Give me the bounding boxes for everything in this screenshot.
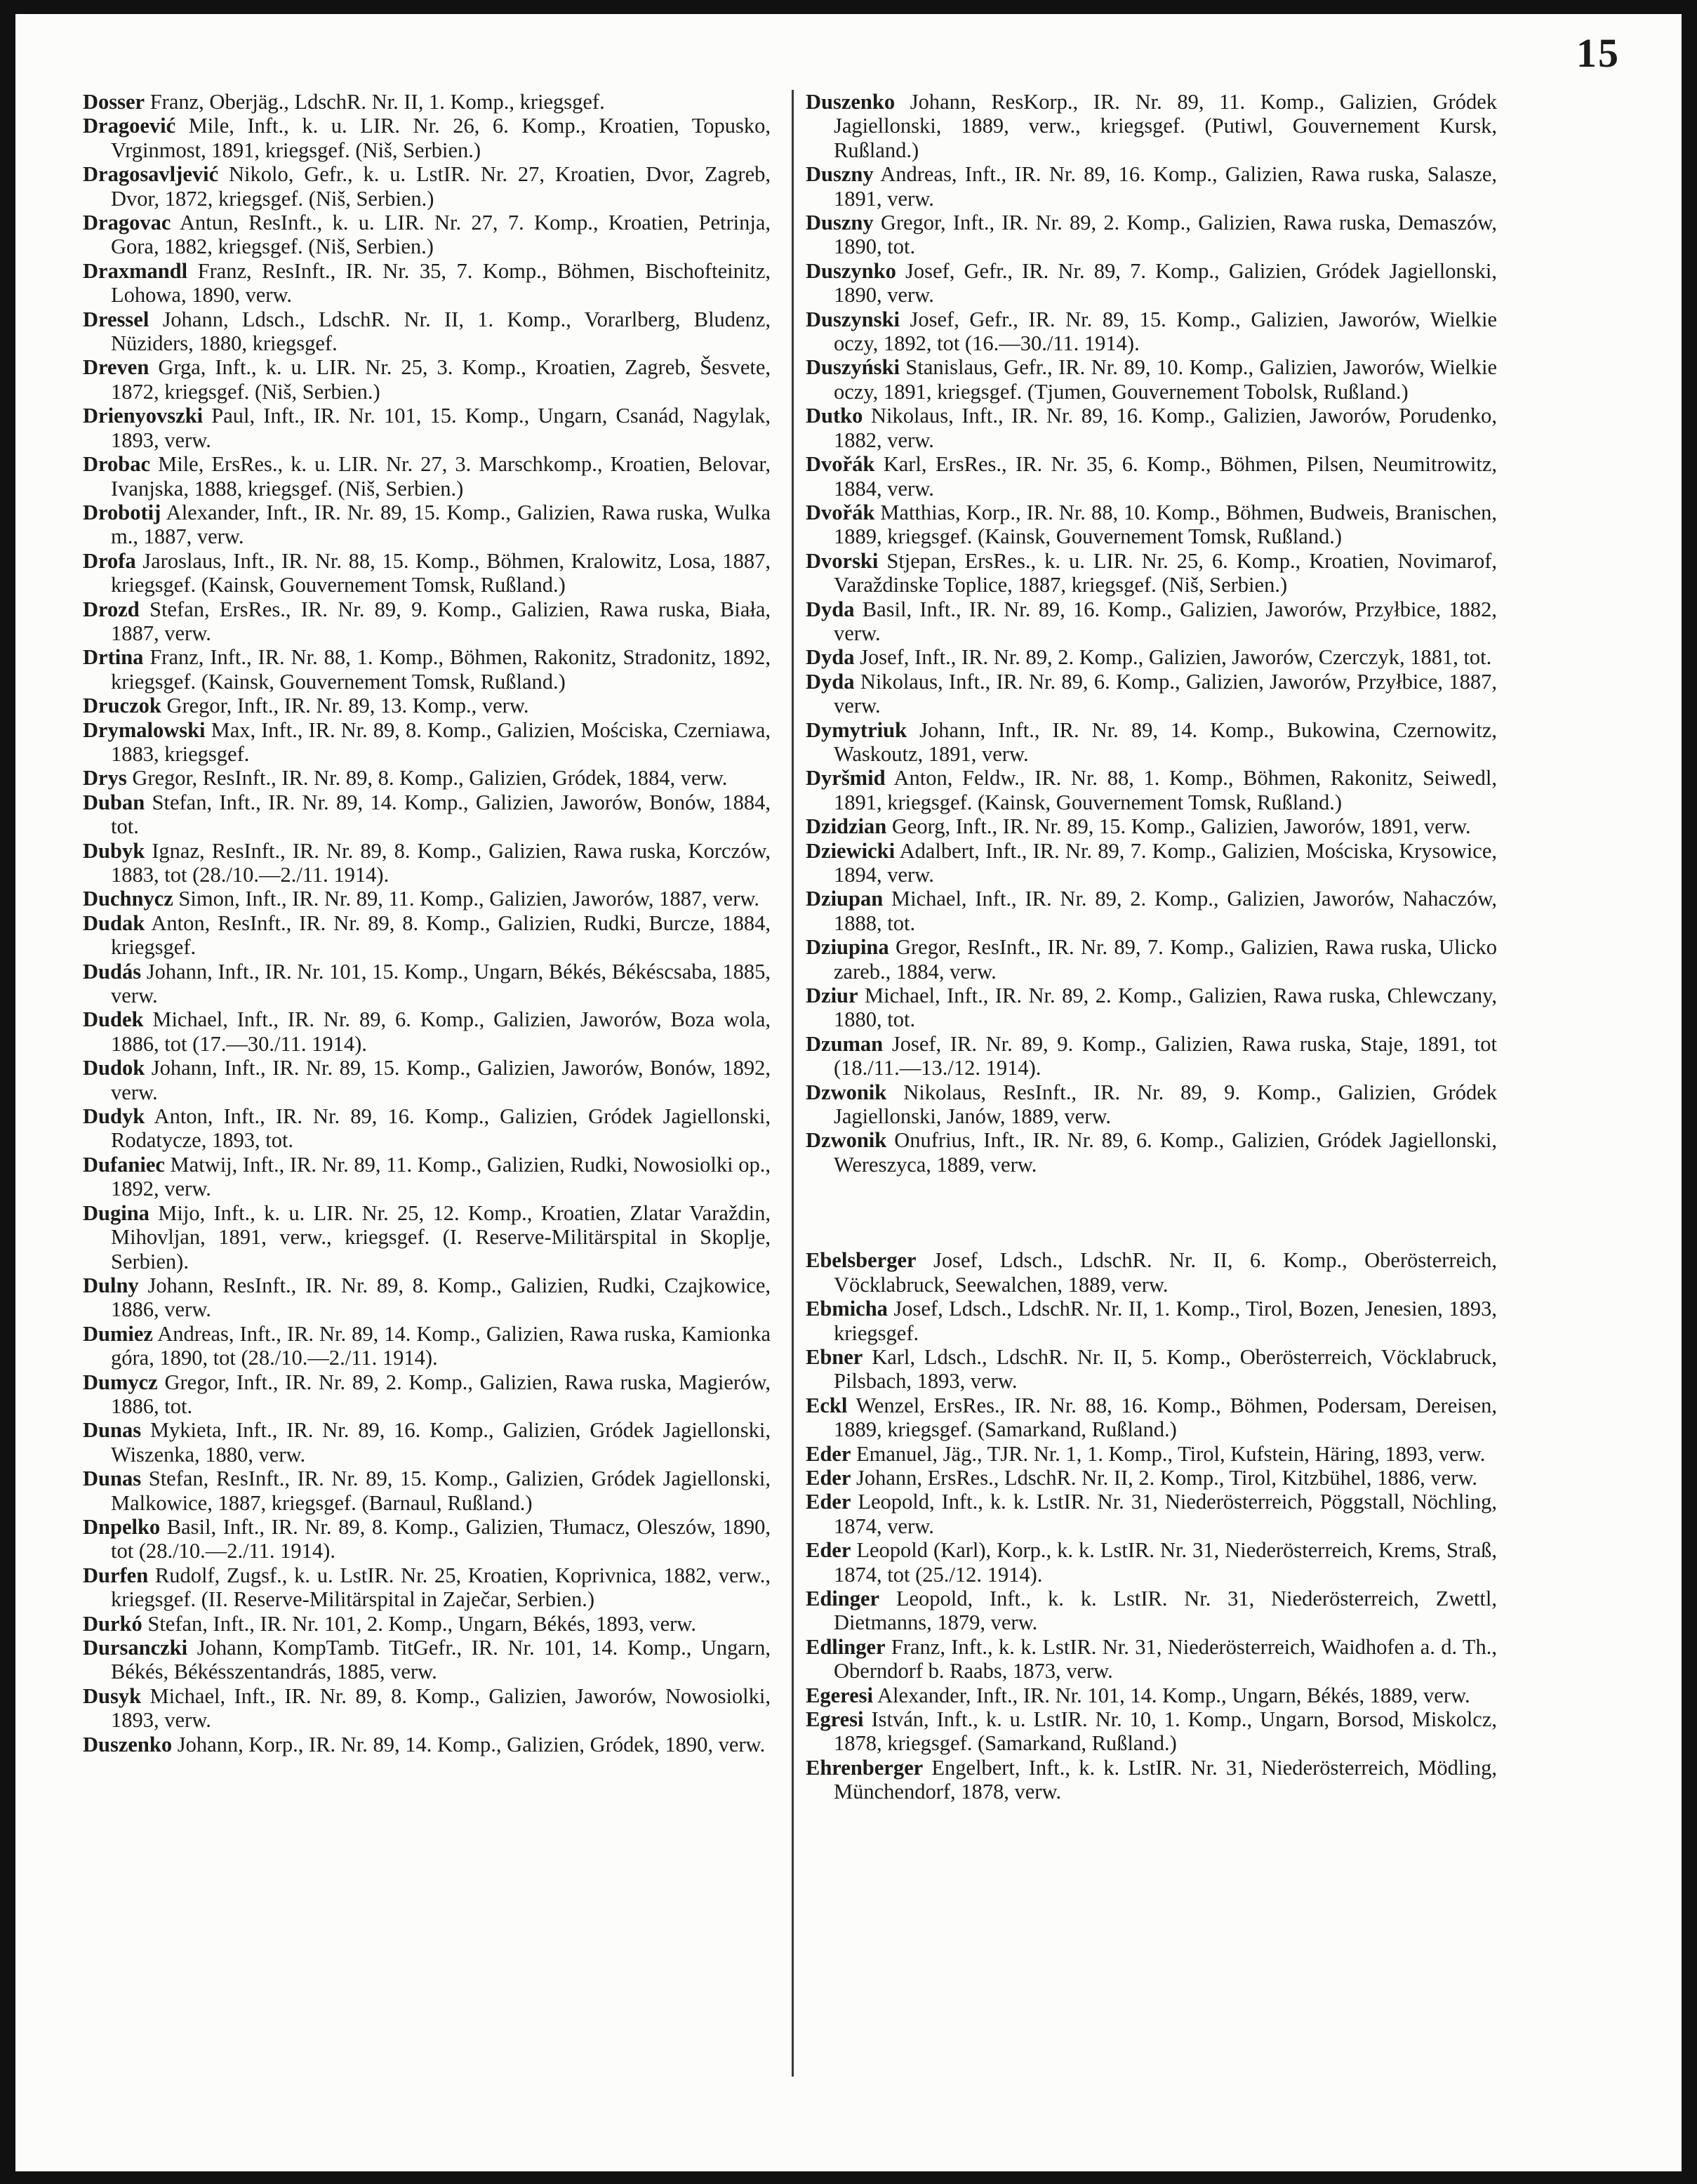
entry-details: Andreas, Inft., IR. Nr. 89, 14. Komp., Galizien, Rawa ruska, Kamionka góra, 1890, tot (28./10.—2./11. 1914). [111, 1321, 771, 1370]
entry-details: Anton, Inft., IR. Nr. 89, 16. Komp., Galizien, Gródek Jagiellonski, Rodatycze, 1893, tot. [111, 1104, 771, 1153]
entry-details: Antun, ResInft., k. u. LIR. Nr. 27, 7. Komp., Kroatien, Petrinja, Gora, 1882, kriegsgef. (Niš, Serbien.) [111, 211, 771, 259]
register-entry [83, 1201, 771, 1273]
entry-details: Franz, ResInft., IR. Nr. 35, 7. Komp., Böhmen, Bischofteinitz, Lohowa, 1890, verw. [111, 258, 771, 307]
register-entry [806, 307, 1497, 356]
entry-details: Josef, Ldsch., LdschR. Nr. II, 1. Komp., Tirol, Bozen, Jenesien, 1893, kriegsgef. [834, 1297, 1497, 1345]
register-entry [806, 1032, 1497, 1080]
entry-surname: Eder [806, 1490, 851, 1514]
entry-details: Engelbert, Inft., k. k. LstIR. Nr. 31, Niederösterreich, Mödling, Münchendorf, 1878, verw. [834, 1755, 1497, 1804]
entry-surname: Dusyk [83, 1683, 142, 1708]
entry-details: Alexander, Inft., IR. Nr. 101, 14. Komp., Ungarn, Békés, 1889, verw. [873, 1683, 1470, 1707]
right-column-d-entries [806, 90, 1497, 1177]
register-entry [83, 887, 771, 911]
register-entry [806, 1490, 1497, 1538]
entry-surname: Duszny [806, 211, 874, 235]
entry-surname: Dragosavljević [83, 162, 219, 187]
register-entry [83, 162, 771, 211]
entry-details: Mykieta, Inft., IR. Nr. 89, 16. Komp., Galizien, Gródek Jagiellonski, Wiszenka, 1880, verw. [111, 1418, 771, 1467]
entry-details: Onufrius, Inft., IR. Nr. 89, 6. Komp., Galizien, Gródek Jagiellonski, Wereszyca, 1889, verw. [834, 1128, 1497, 1177]
register-entry [806, 1683, 1497, 1707]
entry-surname: Dyda [806, 597, 855, 621]
entry-details: Johann, Korp., IR. Nr. 89, 14. Komp., Galizien, Gródek, 1890, verw. [172, 1732, 766, 1756]
register-entry [83, 1636, 771, 1684]
entry-details: Karl, ErsRes., IR. Nr. 35, 6. Komp., Böhmen, Pilsen, Neumitrowitz, 1884, verw. [834, 452, 1497, 501]
entry-surname: Dziupan [806, 887, 884, 911]
register-entry [806, 501, 1497, 549]
entry-details: Mile, ErsRes., k. u. LIR. Nr. 27, 3. Marschkomp., Kroatien, Belovar, Ivanjska, 1888, kriegsgef. (Niš, Serbien.) [111, 452, 771, 501]
register-entry [806, 670, 1497, 718]
entry-surname: Dunas [83, 1467, 142, 1491]
register-entry [83, 1007, 771, 1056]
register-entry [806, 452, 1497, 501]
entry-surname: Dutko [806, 404, 863, 428]
entry-surname: Duban [83, 790, 145, 814]
entry-details: Franz, Inft., IR. Nr. 88, 1. Komp., Böhmen, Rakonitz, Stradonitz, 1892, kriegsgef. (Kainsk, Gouvernement Tomsk, Rußland.) [111, 645, 771, 694]
entry-details: Josef, Gefr., IR. Nr. 89, 7. Komp., Galizien, Gródek Jagiellonski, 1890, verw. [834, 258, 1497, 307]
entry-surname: Duszenko [806, 90, 896, 114]
entry-surname: Eder [806, 1538, 851, 1563]
entry-surname: Ebmicha [806, 1297, 888, 1321]
entry-details: Franz, Oberjäg., LdschR. Nr. II, 1. Komp., kriegsgef. [145, 90, 605, 114]
scan-border-left [0, 0, 15, 2184]
register-entry [83, 694, 771, 717]
register-entry [83, 1467, 771, 1515]
entry-surname: Duszny [806, 162, 874, 187]
register-entry [806, 984, 1497, 1032]
right-column [806, 90, 1497, 1804]
entry-surname: Druczok [83, 694, 161, 718]
entry-details: Basil, Inft., IR. Nr. 89, 8. Komp., Galizien, Tłumacz, Oleszów, 1890, tot (28./10.—2./11. 1914). [111, 1514, 771, 1563]
entry-surname: Dursanczki [83, 1636, 188, 1660]
register-entry [83, 549, 771, 597]
entry-surname: Dunas [83, 1418, 142, 1443]
entry-surname: Durkó [83, 1611, 142, 1636]
entry-details: Max, Inft., IR. Nr. 89, 8. Komp., Galizien, Mościska, Czerniawa, 1883, kriegsgef. [111, 717, 771, 766]
register-entry [806, 90, 1497, 162]
register-entry [806, 355, 1497, 404]
register-entry [83, 839, 771, 887]
scan-border-bottom [0, 2171, 1697, 2184]
register-entry [806, 839, 1497, 887]
entry-surname: Drys [83, 766, 127, 790]
entry-details: Rudolf, Zugsf., k. u. LstIR. Nr. 25, Kroatien, Koprivnica, 1882, verw., kriegsgef. (II. Reserve-Militärspital in Zaječar, Serbien.) [111, 1563, 771, 1612]
register-entry [83, 1056, 771, 1104]
entry-surname: Dubyk [83, 838, 145, 863]
entry-details: Stefan, Inft., IR. Nr. 101, 2. Komp., Ungarn, Békés, 1893, verw. [142, 1611, 696, 1636]
register-entry [806, 404, 1497, 452]
register-entry [83, 90, 771, 114]
entry-details: Andreas, Inft., IR. Nr. 89, 16. Komp., Galizien, Rawa ruska, Salasze, 1891, verw. [834, 162, 1497, 211]
entry-surname: Dulny [83, 1273, 139, 1297]
entry-details: Leopold (Karl), Korp., k. k. LstIR. Nr. 31, Niederösterreich, Krems, Straß, 1874, tot (25./12. 1914). [834, 1538, 1497, 1587]
entry-details: Leopold, Inft., k. k. LstIR. Nr. 31, Niederösterreich, Zwettl, Dietmanns, 1879, verw. [834, 1586, 1497, 1635]
entry-details: Simon, Inft., IR. Nr. 89, 11. Komp., Galizien, Jaworów, 1887, verw. [173, 887, 760, 911]
entry-surname: Dzidzian [806, 814, 887, 839]
register-entry [806, 1635, 1497, 1683]
column-divider [792, 90, 794, 2077]
entry-details: Matthias, Korp., IR. Nr. 88, 10. Komp., Böhmen, Budweis, Branischen, 1889, kriegsgef. (Kainsk, Gouvernement Tomsk, Rußland.) [834, 500, 1497, 549]
register-entry [806, 1538, 1497, 1587]
entry-details: Matwij, Inft., IR. Nr. 89, 11. Komp., Galizien, Rudki, Nowosiolki op., 1892, verw. [111, 1152, 771, 1201]
entry-surname: Dumiez [83, 1321, 153, 1346]
entry-surname: Dyda [806, 645, 855, 670]
entry-surname: Drtina [83, 645, 144, 670]
register-entry [83, 404, 771, 452]
register-entry [83, 1273, 771, 1322]
register-entry [83, 766, 771, 790]
entry-details: Nikolaus, ResInft., IR. Nr. 89, 9. Komp., Galizien, Gródek Jagiellonski, Janów, 1889, verw. [834, 1080, 1497, 1129]
entry-surname: Ehrenberger [806, 1755, 924, 1780]
entry-surname: Dziupina [806, 935, 889, 960]
page-number: 15 [1576, 30, 1620, 76]
entry-surname: Dyršmid [806, 766, 886, 790]
register-entry [83, 718, 771, 767]
entry-details: Josef, Ldsch., LdschR. Nr. II, 6. Komp., Oberösterreich, Vöcklabruck, Seewalchen, 1889, verw. [834, 1248, 1497, 1297]
entry-surname: Dragoević [83, 114, 176, 138]
entry-details: Ignaz, ResInft., IR. Nr. 89, 8. Komp., Galizien, Rawa ruska, Korczów, 1883, tot (28./10.—2./11. 1914). [111, 838, 771, 887]
scan-border-top [0, 0, 1697, 14]
entry-details: Stanislaus, Gefr., IR. Nr. 89, 10. Komp., Galizien, Jaworów, Wielkie oczy, 1891, kriegsgef. (Tjumen, Gouvernement Tobolsk, Rußland.) [834, 355, 1497, 404]
entry-surname: Dufaniec [83, 1152, 165, 1177]
entry-surname: Edinger [806, 1586, 880, 1610]
entry-surname: Egresi [806, 1707, 864, 1731]
entry-surname: Drozd [83, 597, 140, 621]
register-entry [83, 1612, 771, 1636]
register-entry [806, 718, 1497, 767]
entry-details: Johann, ResKorp., IR. Nr. 89, 11. Komp., Galizien, Gródek Jagiellonski, 1889, verw., kriegsgef. (Putiwl, Gouvernement Kursk, Rußland.) [834, 90, 1497, 162]
register-entry [83, 211, 771, 259]
scan-border-right [1682, 0, 1697, 2184]
entry-surname: Dudak [83, 911, 145, 935]
entry-surname: Eder [806, 1465, 851, 1490]
register-entry [806, 1466, 1497, 1490]
register-entry [806, 1587, 1497, 1635]
register-entry [806, 1080, 1497, 1129]
entry-details: Gregor, Inft., IR. Nr. 89, 2. Komp., Galizien, Rawa ruska, Demaszów, 1890, tot. [834, 211, 1497, 259]
register-entry [806, 1345, 1497, 1394]
right-column-e-entries [806, 1248, 1497, 1804]
entry-details: Nikolaus, Inft., IR. Nr. 89, 6. Komp., Galizien, Jaworów, Przyłbice, 1887, verw. [834, 669, 1497, 718]
register-entry [806, 1248, 1497, 1297]
register-entry [806, 549, 1497, 597]
entry-surname: Duszenko [83, 1732, 173, 1756]
entry-details: Gregor, Inft., IR. Nr. 89, 2. Komp., Galizien, Rawa ruska, Magierów, 1886, tot. [111, 1370, 771, 1418]
register-entry [83, 790, 771, 839]
entry-details: Georg, Inft., IR. Nr. 89, 15. Komp., Galizien, Jaworów, 1891, verw. [886, 814, 1471, 839]
entry-surname: Dudás [83, 959, 142, 984]
entry-details: Jaroslaus, Inft., IR. Nr. 88, 15. Komp., Böhmen, Kralowitz, Losa, 1887, kriegsgef. (Kainsk, Gouvernement Tomsk, Rußland.) [111, 548, 771, 597]
entry-details: Anton, Feldw., IR. Nr. 88, 1. Komp., Böhmen, Rakonitz, Seiwedl, 1891, kriegsgef. (Kainsk, Gouvernement Tomsk, Rußland.) [834, 766, 1497, 814]
entry-surname: Drofa [83, 548, 136, 573]
register-entry [806, 597, 1497, 646]
left-column [83, 90, 771, 1756]
register-entry [83, 1370, 771, 1419]
register-entry [806, 1128, 1497, 1177]
entry-surname: Dzuman [806, 1031, 884, 1056]
entry-details: Anton, ResInft., IR. Nr. 89, 8. Komp., Galizien, Rudki, Burcze, 1884, kriegsgef. [111, 911, 771, 960]
entry-details: Leopold, Inft., k. k. LstIR. Nr. 31, Niederösterreich, Pöggstall, Nöchling, 1874, verw. [834, 1490, 1497, 1538]
register-entry [83, 597, 771, 646]
register-entry [806, 211, 1497, 259]
entry-surname: Duszyński [806, 355, 900, 380]
register-entry [806, 259, 1497, 307]
register-entry [83, 645, 771, 694]
entry-surname: Dvořák [806, 500, 875, 524]
register-entry [83, 1418, 771, 1467]
entry-details: Michael, Inft., IR. Nr. 89, 2. Komp., Galizien, Jaworów, Nahaczów, 1888, tot. [834, 887, 1497, 935]
register-entry [806, 814, 1497, 838]
register-entry [83, 1322, 771, 1370]
register-entry [806, 1297, 1497, 1345]
entry-surname: Ebner [806, 1344, 863, 1369]
entry-surname: Drobotij [83, 500, 161, 524]
entry-surname: Dzwonik [806, 1128, 887, 1153]
entry-surname: Dugina [83, 1200, 149, 1225]
entry-surname: Dvorski [806, 548, 879, 573]
entry-details: Johann, ErsRes., LdschR. Nr. II, 2. Komp., Tirol, Kitzbühel, 1886, verw. [851, 1465, 1478, 1490]
register-entry [806, 935, 1497, 984]
entry-details: Karl, Ldsch., LdschR. Nr. II, 5. Komp., Oberösterreich, Vöcklabruck, Pilsbach, 1893, verw. [834, 1344, 1497, 1394]
register-entry [806, 645, 1497, 669]
register-entry [806, 1442, 1497, 1466]
entry-surname: Eckl [806, 1393, 848, 1417]
entry-details: Gregor, ResInft., IR. Nr. 89, 8. Komp., Galizien, Gródek, 1884, verw. [126, 766, 728, 790]
entry-details: Johann, KompTamb. TitGefr., IR. Nr. 101, 14. Komp., Ungarn, Békés, Békésszentandrás, 1885, verw. [111, 1636, 771, 1684]
entry-details: Josef, IR. Nr. 89, 9. Komp., Galizien, Rawa ruska, Staje, 1891, tot (18./11.—13./12. 1914). [834, 1031, 1497, 1080]
register-entry [83, 259, 771, 307]
entry-surname: Duszynski [806, 307, 900, 331]
entry-surname: Durfen [83, 1563, 149, 1587]
entry-details: Johann, Inft., IR. Nr. 101, 15. Komp., Ungarn, Békés, Békéscsaba, 1885, verw. [111, 959, 771, 1008]
entry-details: Alexander, Inft., IR. Nr. 89, 15. Komp., Galizien, Rawa ruska, Wulka m., 1887, verw. [111, 500, 771, 549]
entry-surname: Dressel [83, 307, 149, 331]
entry-details: Stjepan, ErsRes., k. u. LIR. Nr. 25, 6. Komp., Kroatien, Novimarof, Varaždinske Toplice, 1887, kriegsgef. (Niš, Serbien.) [834, 548, 1497, 597]
entry-surname: Egeresi [806, 1683, 873, 1707]
register-entry [83, 1153, 771, 1201]
entry-surname: Dnpelko [83, 1514, 161, 1539]
entry-details: Gregor, Inft., IR. Nr. 89, 13. Komp., verw. [161, 694, 529, 718]
entry-surname: Dudyk [83, 1104, 145, 1129]
register-entry [83, 452, 771, 501]
entry-surname: Dudok [83, 1056, 145, 1080]
entry-surname: Dziewicki [806, 838, 896, 863]
entry-surname: Duchnycz [83, 887, 173, 911]
entry-details: Basil, Inft., IR. Nr. 89, 16. Komp., Galizien, Jaworów, Przyłbice, 1882, verw. [834, 597, 1497, 645]
entry-surname: Ebelsberger [806, 1248, 917, 1273]
entry-surname: Drymalowski [83, 717, 206, 742]
entry-surname: Dziur [806, 984, 858, 1008]
entry-surname: Dzwonik [806, 1080, 887, 1104]
register-entry [83, 1733, 771, 1756]
entry-surname: Dumycz [83, 1370, 158, 1394]
entry-details: Nikolaus, Inft., IR. Nr. 89, 16. Komp., Galizien, Jaworów, Porudenko, 1882, verw. [834, 404, 1497, 452]
entry-details: Johann, Inft., IR. Nr. 89, 14. Komp., Bukowina, Czernowitz, Waskoutz, 1891, verw. [834, 717, 1497, 766]
entry-details: Johann, Inft., IR. Nr. 89, 15. Komp., Galizien, Jaworów, Bonów, 1892, verw. [111, 1056, 771, 1104]
register-entry [806, 162, 1497, 211]
register-entry [806, 1756, 1497, 1804]
register-entry [83, 911, 771, 960]
entry-details: Michael, Inft., IR. Nr. 89, 2. Komp., Galizien, Rawa ruska, Chlewczany, 1880, tot. [834, 984, 1497, 1032]
entry-surname: Dreven [83, 355, 149, 380]
entry-details: Stefan, ErsRes., IR. Nr. 89, 9. Komp., Galizien, Rawa ruska, Biała, 1887, verw. [111, 597, 771, 645]
entry-details: István, Inft., k. u. LstIR. Nr. 10, 1. Komp., Ungarn, Borsod, Miskolcz, 1878, kriegsgef. (Samarkand, Rußland.) [834, 1707, 1497, 1756]
register-entry [806, 1394, 1497, 1442]
entry-surname: Edlinger [806, 1634, 886, 1659]
entry-details: Josef, Gefr., IR. Nr. 89, 15. Komp., Galizien, Jaworów, Wielkie oczy, 1892, tot (16.—30./11. 1914). [834, 307, 1497, 356]
register-entry [806, 1707, 1497, 1756]
section-gap [806, 1177, 1497, 1248]
entry-details: Johann, ResInft., IR. Nr. 89, 8. Komp., Galizien, Rudki, Czajkowice, 1886, verw. [111, 1273, 771, 1322]
entry-details: Wenzel, ErsRes., IR. Nr. 88, 16. Komp., Böhmen, Podersam, Dereisen, 1889, kriegsgef. (Samarkand, Rußland.) [834, 1393, 1497, 1442]
entry-surname: Drobac [83, 452, 151, 477]
entry-surname: Dudek [83, 1007, 144, 1032]
entry-surname: Duszynko [806, 258, 896, 283]
register-entry [83, 1104, 771, 1153]
register-entry [83, 960, 771, 1008]
register-entry [806, 887, 1497, 935]
entry-surname: Drienyovszki [83, 404, 204, 428]
entry-details: Michael, Inft., IR. Nr. 89, 6. Komp., Galizien, Jaworów, Boza wola, 1886, tot (17.—30./11. 1914). [111, 1007, 771, 1056]
entry-details: Franz, Inft., k. k. LstIR. Nr. 31, Niederösterreich, Waidhofen a. d. Th., Oberndorf b. Raabs, 1873, verw. [834, 1634, 1497, 1683]
register-entry [83, 1515, 771, 1563]
entry-surname: Draxmandl [83, 258, 188, 283]
entry-surname: Dyda [806, 669, 855, 694]
entry-details: Adalbert, Inft., IR. Nr. 89, 7. Komp., Galizien, Mościska, Krysowice, 1894, verw. [834, 838, 1497, 887]
entry-details: Grga, Inft., k. u. LIR. Nr. 25, 3. Komp., Kroatien, Zagreb, Šesvete, 1872, kriegsgef. (Niš, Serbien.) [111, 355, 771, 404]
register-entry [83, 1563, 771, 1612]
entry-details: Johann, Ldsch., LdschR. Nr. II, 1. Komp., Vorarlberg, Bludenz, Nüziders, 1880, kriegsgef. [111, 307, 771, 356]
entry-surname: Dosser [83, 90, 145, 114]
entry-surname: Dvořák [806, 452, 875, 477]
entry-surname: Dragovac [83, 211, 171, 235]
entry-details: Emanuel, Jäg., TJR. Nr. 1, 1. Komp., Tirol, Kufstein, Häring, 1893, verw. [851, 1441, 1486, 1466]
entry-details: Stefan, ResInft., IR. Nr. 89, 15. Komp., Galizien, Gródek Jagiellonski, Malkowice, 1887, kriegsgef. (Barnaul, Rußland.) [111, 1467, 771, 1515]
entry-surname: Dymytriuk [806, 717, 907, 742]
entry-surname: Eder [806, 1441, 851, 1466]
register-entry [83, 114, 771, 162]
entry-details: Stefan, Inft., IR. Nr. 89, 14. Komp., Galizien, Jaworów, Bonów, 1884, tot. [111, 790, 771, 839]
register-entry [83, 355, 771, 404]
register-entry [83, 501, 771, 549]
entry-details: Michael, Inft., IR. Nr. 89, 8. Komp., Galizien, Jaworów, Nowosiolki, 1893, verw. [111, 1683, 771, 1733]
entry-details: Paul, Inft., IR. Nr. 101, 15. Komp., Ungarn, Csanád, Nagylak, 1893, verw. [111, 404, 771, 452]
register-entry [83, 1684, 771, 1733]
register-entry [806, 766, 1497, 814]
register-entry [83, 307, 771, 356]
entry-details: Gregor, ResInft., IR. Nr. 89, 7. Komp., Galizien, Rawa ruska, Ulicko zareb., 1884, verw. [834, 935, 1497, 984]
entry-details: Mile, Inft., k. u. LIR. Nr. 26, 6. Komp., Kroatien, Topusko, Vrginmost, 1891, kriegsgef. (Niš, Serbien.) [111, 114, 771, 162]
entry-details: Josef, Inft., IR. Nr. 89, 2. Komp., Galizien, Jaworów, Czerczyk, 1881, tot. [854, 645, 1492, 670]
entry-details: Nikolo, Gefr., k. u. LstIR. Nr. 27, Kroatien, Dvor, Zagreb, Dvor, 1872, kriegsgef. (Niš, Serbien.) [111, 162, 771, 211]
entry-details: Mijo, Inft., k. u. LIR. Nr. 25, 12. Komp., Kroatien, Zlatar Varaždin, Mihovljan, 1891, verw., kriegsgef. (I. Reserve-Militärspital in Skoplje, Serbien). [111, 1200, 771, 1273]
